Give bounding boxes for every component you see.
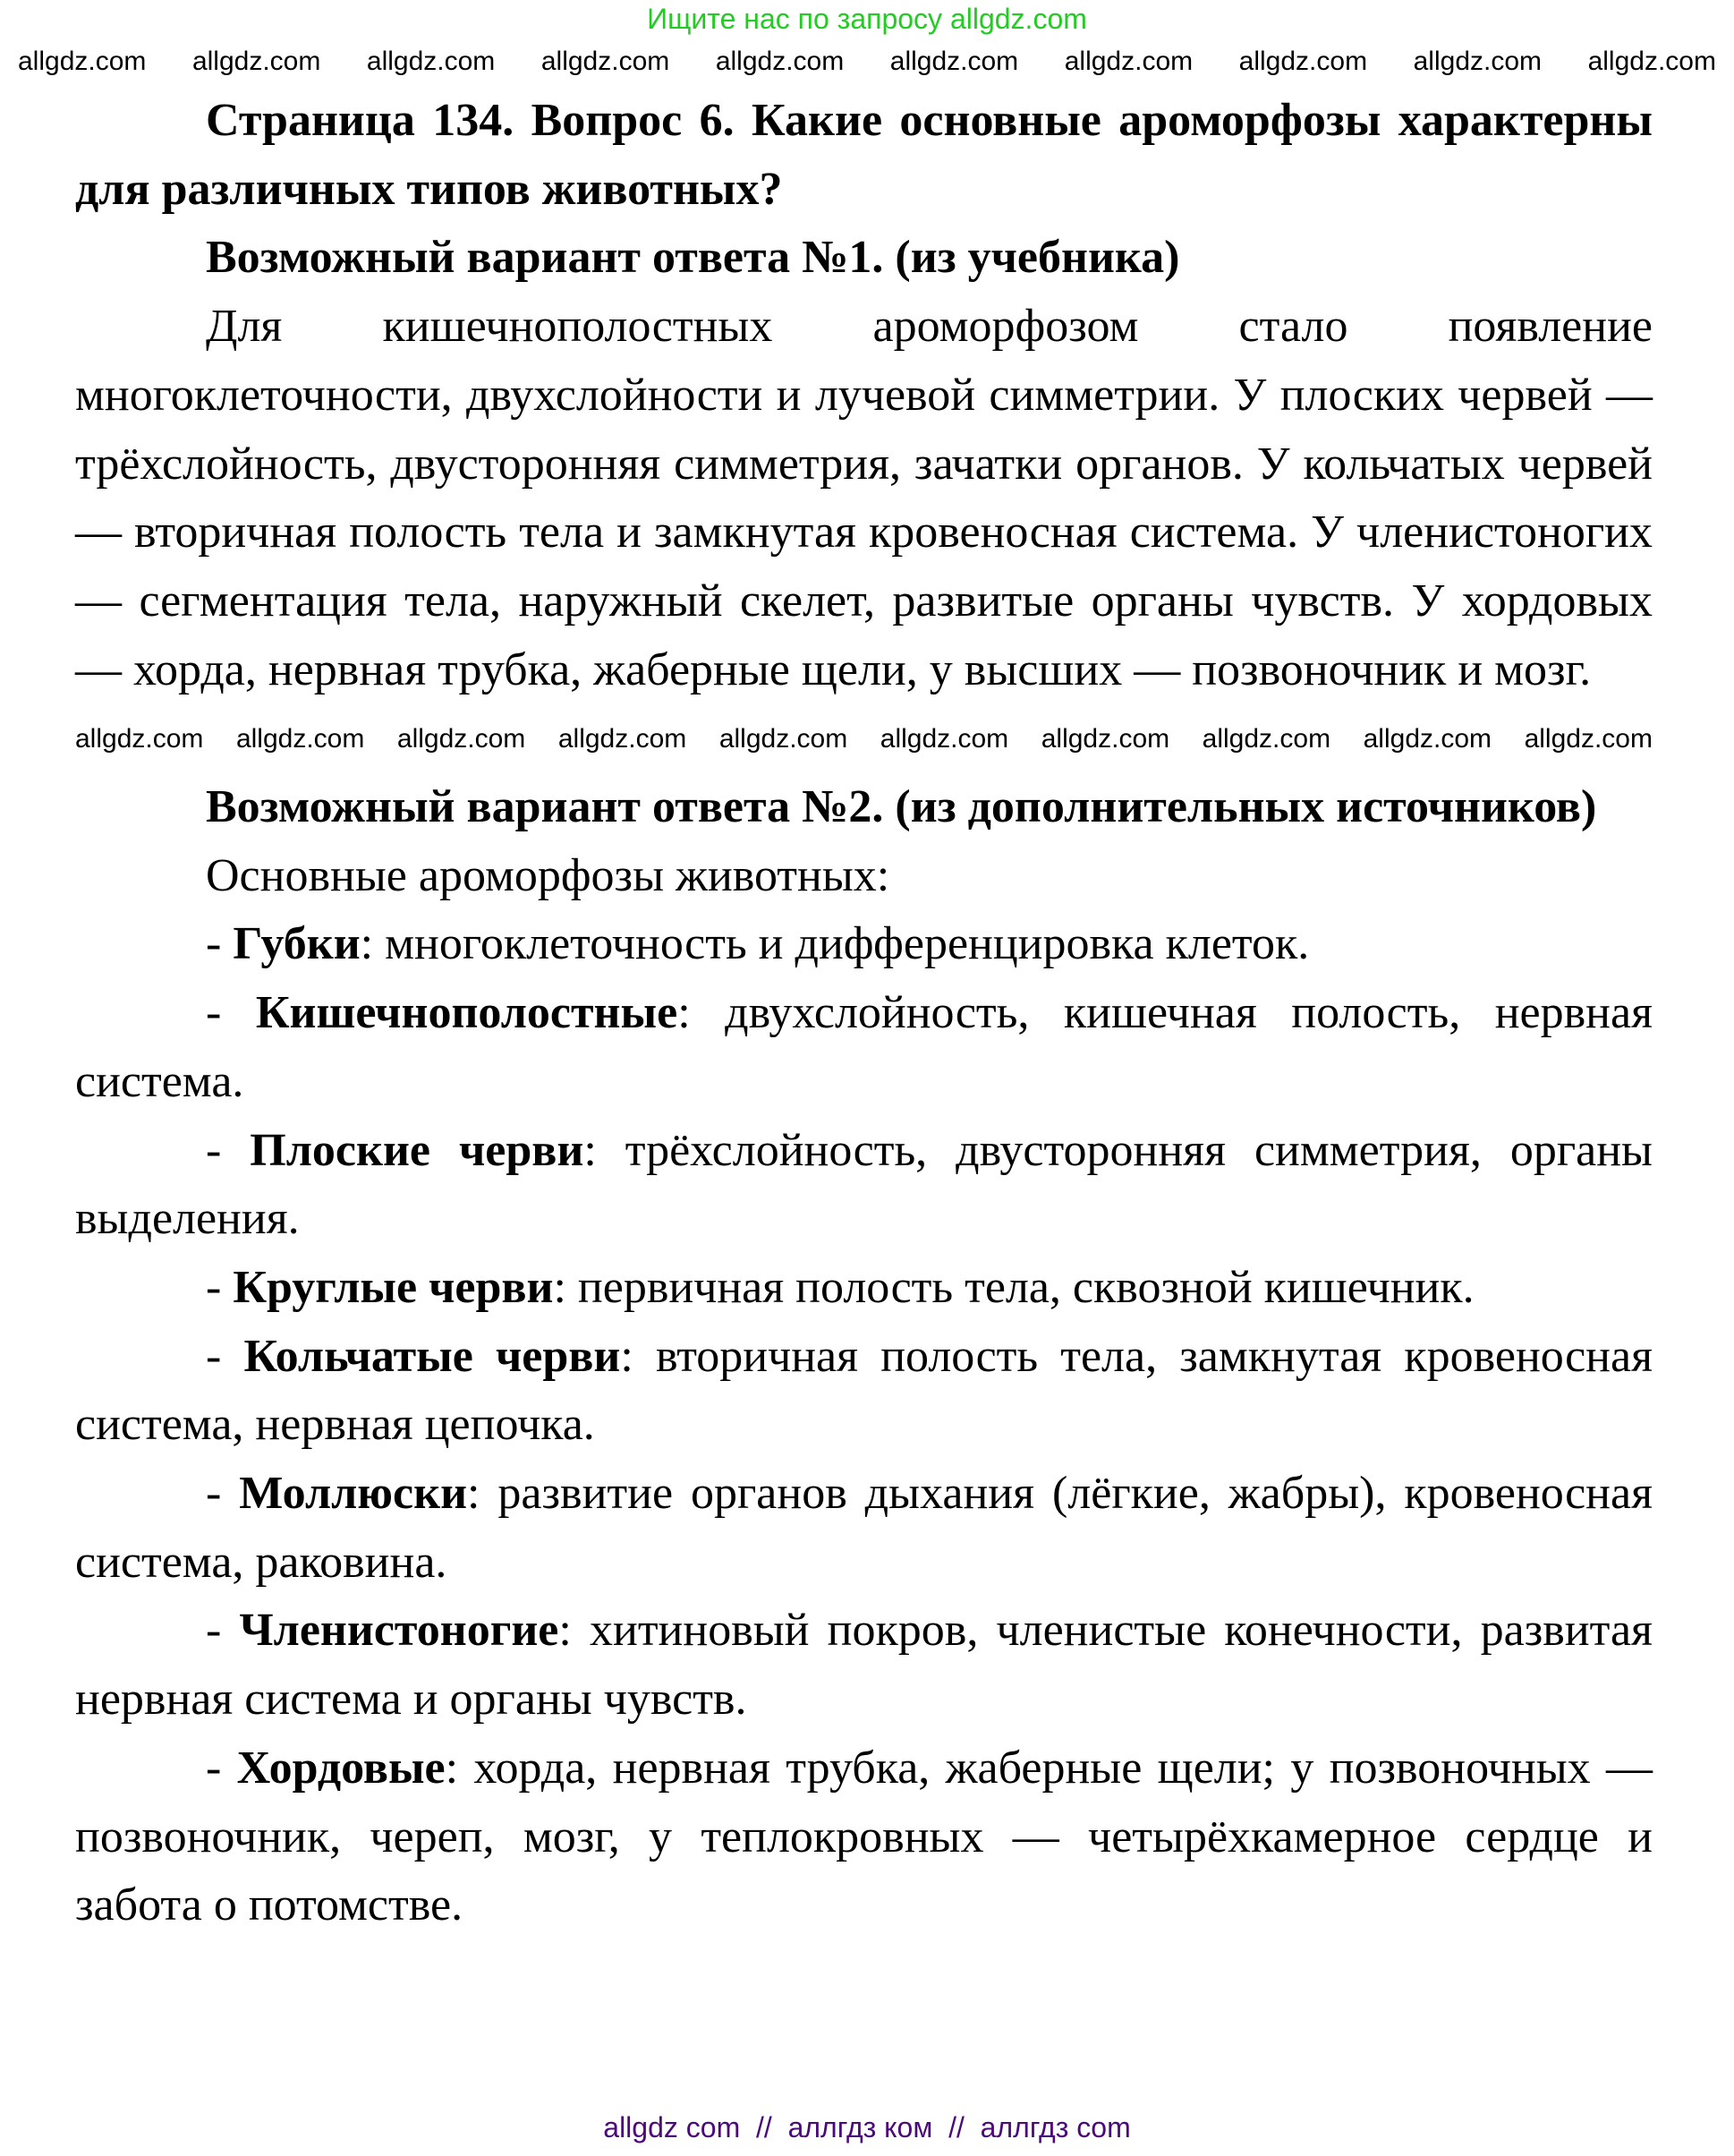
item-text: : первичная полость тела, сквозной кишечник. xyxy=(553,1261,1475,1313)
document-body xyxy=(75,87,1653,1940)
bullet-dash: - xyxy=(206,1742,237,1794)
item-name: Кишечнополостные xyxy=(255,987,678,1039)
watermark: allgdz.com xyxy=(557,723,687,754)
bullet-dash: - xyxy=(206,1124,251,1176)
item-text: : развитие органов дыхания (лёгкие, жабры), кровеносная система, раковина. xyxy=(75,1468,1653,1588)
spacer xyxy=(75,704,1653,773)
answer2-intro: Основные ароморфозы животных: xyxy=(206,849,890,901)
item-text: : хитиновый покров, членистые конечности, развитая нервная система и органы чувств. xyxy=(75,1605,1653,1726)
search-banner: Ищите нас по запросу allgdz.com xyxy=(647,3,1087,35)
list-item xyxy=(75,910,1653,979)
question-title: Страница 134. Вопрос 6. Какие основные ароморфозы характерны для различных типов животных? xyxy=(75,95,1653,215)
item-text: : многоклеточность и дифференцировка клеток. xyxy=(360,918,1310,970)
watermark: allgdz.com xyxy=(718,723,848,754)
item-name: Хордовые xyxy=(236,1742,446,1794)
watermark: allgdz.com xyxy=(1363,723,1492,754)
watermark: allgdz.com xyxy=(1041,723,1170,754)
watermark: allgdz.com xyxy=(396,723,526,754)
answer1-heading: Возможный вариант ответа №1. (из учебника) xyxy=(206,232,1180,284)
watermark: allgdz.com xyxy=(715,47,845,76)
list-item xyxy=(75,1323,1653,1460)
item-text: : трёхслойность, двусторонняя симметрия, органы выделения. xyxy=(75,1124,1653,1245)
watermark: allgdz.com xyxy=(1238,47,1368,76)
item-name: Моллюски xyxy=(239,1468,468,1520)
watermark: allgdz.com xyxy=(191,47,321,76)
item-text: : вторичная полость тела, замкнутая кровеносная система, нервная цепочка. xyxy=(75,1330,1653,1451)
watermark: allgdz.com xyxy=(75,723,204,754)
watermark: allgdz.com xyxy=(889,47,1019,76)
watermark: allgdz.com xyxy=(1202,723,1331,754)
bullet-dash: - xyxy=(206,1468,240,1520)
item-name: Кольчатые черви xyxy=(243,1330,621,1382)
bullet-dash: - xyxy=(206,1261,234,1313)
watermark: allgdz.com xyxy=(366,47,496,76)
watermark: allgdz.com xyxy=(1413,47,1543,76)
watermark: allgdz.com xyxy=(1587,47,1716,76)
list-item xyxy=(75,979,1653,1116)
watermark: allgdz.com xyxy=(1524,723,1653,754)
answer2-heading: Возможный вариант ответа №2. (из дополнительных источников) xyxy=(206,781,1597,833)
watermark: allgdz.com xyxy=(1064,47,1194,76)
bullet-dash: - xyxy=(206,1605,240,1657)
item-text: : двухслойность, кишечная полость, нервная система. xyxy=(75,987,1653,1107)
bullet-dash: - xyxy=(206,918,234,970)
list-item xyxy=(75,1597,1653,1734)
list-item xyxy=(75,1117,1653,1254)
watermark: allgdz.com xyxy=(880,723,1009,754)
item-name: Плоские черви xyxy=(250,1124,584,1176)
aromorphosis-list xyxy=(75,910,1653,1940)
item-text: : хорда, нервная трубка, жаберные щели; у позвоночных — позвоночник, череп, мозг, у теплокровных — четырёхкамерное сердце и забота о потомстве. xyxy=(75,1742,1653,1931)
item-name: Губки xyxy=(233,918,361,970)
list-item xyxy=(75,1254,1653,1323)
list-item xyxy=(75,1460,1653,1597)
list-item xyxy=(75,1734,1653,1940)
bullet-dash: - xyxy=(206,987,256,1039)
watermark-row-top xyxy=(18,45,1716,79)
footer-links: allgdz com // аллгдз ком // аллгдз com xyxy=(603,2111,1131,2143)
bullet-dash: - xyxy=(206,1330,244,1382)
watermark: allgdz.com xyxy=(18,47,147,76)
item-name: Членистоногие xyxy=(239,1605,559,1657)
answer1-text: Для кишечнополостных ароморфозом стало появление многоклеточности, двухслойности и лучевой симметрии. У плоских червей — трёхслойность, двусторонняя симметрия, зачатки органов. У кольчатых червей — вторичная полость тела и замкнутая кровеносная система. У членистоногих — сегментация тела, наружный скелет, развитые органы чувств. У хордовых — хорда, нервная трубка, жаберные щели, у высших — позвоночник и мозг. xyxy=(75,301,1653,695)
item-name: Круглые черви xyxy=(233,1261,554,1313)
watermark: allgdz.com xyxy=(235,723,365,754)
watermark: allgdz.com xyxy=(540,47,670,76)
